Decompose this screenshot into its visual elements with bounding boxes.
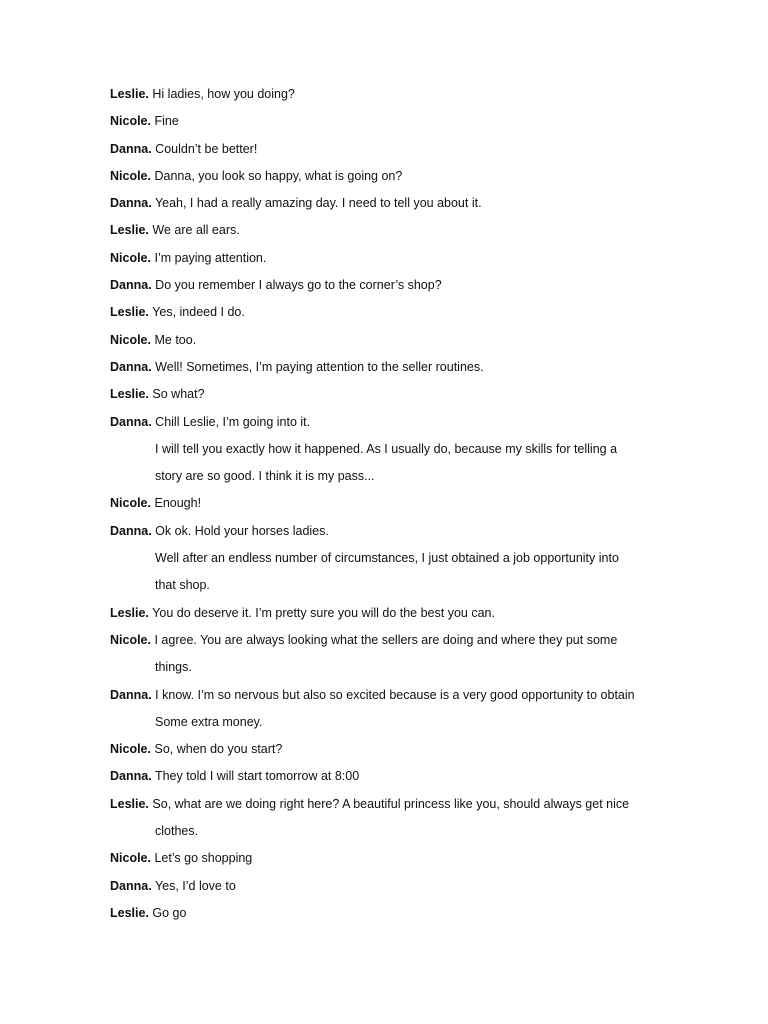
dialogue-line <box>110 794 710 821</box>
dialogue-continuation-line <box>110 575 710 602</box>
dialogue-line <box>110 630 710 657</box>
speaker-name: Nicole. <box>110 250 151 265</box>
speaker-name: Nicole. <box>110 742 151 757</box>
speaker-name: Danna. <box>110 196 152 211</box>
dialogue-line <box>110 903 710 930</box>
speaker-name: Nicole. <box>110 114 151 129</box>
dialogue-text: Yeah, I had a really amazing day. I need to tell you about it. <box>154 196 482 211</box>
speaker-name: Leslie. <box>110 796 149 811</box>
dialogue-line <box>110 685 710 712</box>
dialogue-text: Enough! <box>154 496 202 511</box>
dialogue-continuation-line <box>110 712 710 739</box>
speaker-name: Danna. <box>110 414 152 429</box>
dialogue-text: Yes, I’d love to <box>154 878 236 893</box>
dialogue-text: Fine <box>154 114 179 129</box>
dialogue-line <box>110 84 710 111</box>
dialogue-text: Chill Leslie, I’m going into it. <box>155 414 311 429</box>
dialogue-line <box>110 357 710 384</box>
speaker-name: Leslie. <box>110 905 149 920</box>
speaker-name: Danna. <box>110 359 152 374</box>
dialogue-line <box>110 876 710 903</box>
speaker-name: Nicole. <box>110 496 151 511</box>
dialogue-text: I’m paying attention. <box>154 250 267 265</box>
dialogue-text: You do deserve it. I’m pretty sure you will do the best you can. <box>152 605 495 620</box>
speaker-name: Danna. <box>110 141 152 156</box>
speaker-name: Leslie. <box>110 223 149 238</box>
dialogue-text: things. <box>155 660 192 675</box>
dialogue-line <box>110 111 710 138</box>
dialogue-line <box>110 302 710 329</box>
dialogue-line <box>110 193 710 220</box>
speaker-name: Danna. <box>110 687 152 702</box>
dialogue-continuation-line <box>110 821 710 848</box>
dialogue-line <box>110 848 710 875</box>
dialogue-text: clothes. <box>155 824 199 839</box>
dialogue-text: that shop. <box>155 578 210 593</box>
speaker-name: Leslie. <box>110 305 149 320</box>
dialogue-text: Well after an endless number of circumstances, I just obtained a job opportunity into <box>155 551 619 566</box>
dialogue-text: story are so good. I think it is my pass... <box>155 469 375 484</box>
dialogue-line <box>110 521 710 548</box>
dialogue-text: Do you remember I always go to the corner’s shop? <box>155 278 442 293</box>
dialogue-line <box>110 766 710 793</box>
speaker-name: Leslie. <box>110 605 149 620</box>
dialogue-line <box>110 330 710 357</box>
dialogue-text: I agree. You are always looking what the sellers are doing and where they put some <box>154 632 618 647</box>
dialogue-text: So, what are we doing right here? A beautiful princess like you, should always get nice <box>152 796 630 811</box>
dialogue-text: Let’s go shopping <box>154 851 253 866</box>
dialogue-continuation-line <box>110 439 710 466</box>
dialogue-text: So, when do you start? <box>154 742 283 757</box>
dialogue-text: We are all ears. <box>152 223 240 238</box>
dialogue-line <box>110 220 710 247</box>
dialogue-line <box>110 739 710 766</box>
speaker-name: Danna. <box>110 278 152 293</box>
dialogue-text: I will tell you exactly how it happened. As I usually do, because my skills for telling a <box>155 441 618 456</box>
dialogue-text: Hi ladies, how you doing? <box>152 87 295 101</box>
dialogue-line <box>110 166 710 193</box>
dialogue-line <box>110 248 710 275</box>
dialogue-continuation-line <box>110 548 710 575</box>
dialogue-text: Yes, indeed I do. <box>152 305 245 320</box>
speaker-name: Leslie. <box>110 87 149 101</box>
dialogue-line <box>110 275 710 302</box>
speaker-name: Nicole. <box>110 168 151 183</box>
speaker-name: Nicole. <box>110 332 151 347</box>
dialogue-text: Couldn’t be better! <box>155 141 258 156</box>
dialogue-script <box>110 84 710 930</box>
dialogue-text: Well! Sometimes, I’m paying attention to the seller routines. <box>155 359 484 374</box>
dialogue-continuation-line <box>110 466 710 493</box>
dialogue-line <box>110 139 710 166</box>
speaker-name: Danna. <box>110 523 152 538</box>
dialogue-text: I know. I’m so nervous but also so excited because is a very good opportunity to obtain <box>155 687 635 702</box>
dialogue-continuation-line <box>110 657 710 684</box>
speaker-name: Nicole. <box>110 851 151 866</box>
dialogue-text: Danna, you look so happy, what is going on? <box>154 168 403 183</box>
dialogue-text: So what? <box>152 387 205 402</box>
dialogue-text: Me too. <box>154 332 197 347</box>
speaker-name: Nicole. <box>110 632 151 647</box>
dialogue-line <box>110 603 710 630</box>
dialogue-text: They told I will start tomorrow at 8:00 <box>154 769 360 784</box>
speaker-name: Danna. <box>110 878 152 893</box>
dialogue-text: Go go <box>152 905 187 920</box>
dialogue-line <box>110 412 710 439</box>
speaker-name: Leslie. <box>110 387 149 402</box>
dialogue-text: Ok ok. Hold your horses ladies. <box>155 523 329 538</box>
dialogue-text: Some extra money. <box>155 714 263 729</box>
speaker-name: Danna. <box>110 769 152 784</box>
dialogue-line <box>110 384 710 411</box>
dialogue-line <box>110 493 710 520</box>
